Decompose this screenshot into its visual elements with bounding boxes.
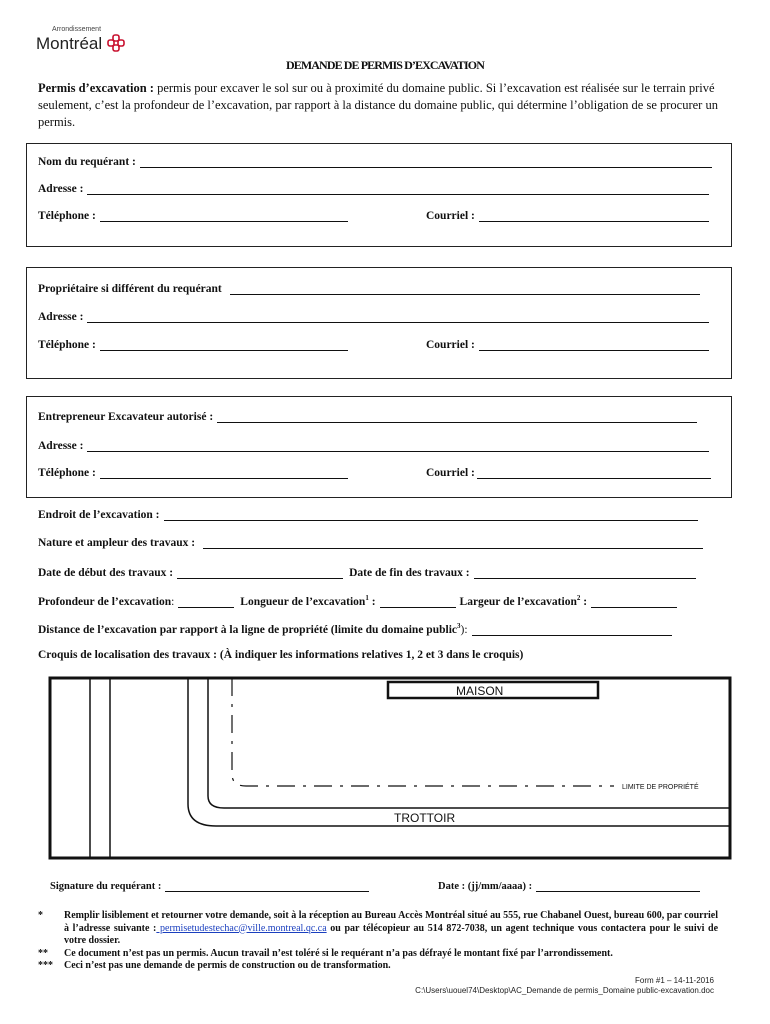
date-label: Date : (jj/mm/aaaa) :: [438, 881, 533, 892]
owner-email-row: [426, 339, 709, 351]
applicant-phone-label: Téléphone :: [38, 210, 96, 222]
applicant-name-label: Nom du requérant :: [38, 156, 136, 168]
contractor-email-field[interactable]: [477, 467, 711, 479]
owner-address-label: Adresse :: [38, 311, 84, 323]
intro-text: permis pour excaver le sol sur ou à proximité du domaine public. Si l’excavation est réalisée sur le terrain privé seulement, c’est la profondeur de l’excavation, par rapport à la distance du domaine public, qui détermine l’obligation de se procurer un permis.: [38, 81, 718, 129]
applicant-email-field[interactable]: [479, 210, 709, 222]
notes: [38, 910, 718, 973]
owner-name-label: Propriétaire si différent du requérant: [38, 283, 222, 295]
start-date-field[interactable]: [177, 567, 343, 579]
depth-field[interactable]: [178, 596, 234, 608]
note-3: [38, 960, 718, 973]
distance-label-end: ):: [460, 623, 468, 636]
dates-row: [38, 567, 696, 579]
logo-wordmark: Montréal: [36, 34, 103, 53]
contractor-phone-row: [38, 467, 348, 479]
contractor-name-row: [38, 411, 697, 423]
file-path: C:\Users\uouel74\Desktop\AC_Demande de permis_Domaine public-excavation.doc: [415, 986, 714, 995]
distance-row: [38, 622, 672, 636]
contractor-phone-field[interactable]: [100, 467, 348, 479]
site-sketch[interactable]: [46, 674, 736, 864]
sidewalk-label: TROTTOIR: [394, 811, 456, 825]
owner-phone-field[interactable]: [100, 339, 348, 351]
date-row: [438, 880, 700, 892]
end-date-label: Date de fin des travaux :: [349, 567, 470, 579]
length-footnote: 1: [365, 594, 369, 602]
sketch-instructions: [38, 649, 523, 661]
location-row: [38, 509, 698, 521]
end-date-field[interactable]: [474, 567, 696, 579]
location-field[interactable]: [164, 509, 698, 521]
width-label: Largeur de l’excavation$^2$ :: [459, 594, 588, 608]
house-label: MAISON: [456, 684, 504, 698]
applicant-name-field[interactable]: [140, 156, 712, 168]
signature-row: [50, 880, 369, 892]
owner-name-field[interactable]: [230, 283, 700, 295]
applicant-phone-field[interactable]: [100, 210, 348, 222]
length-label-text: Longueur de l’excavation: [240, 595, 366, 608]
owner-name-row: [38, 283, 700, 295]
contractor-name-label: Entrepreneur Excavateur autorisé :: [38, 411, 214, 423]
distance-field[interactable]: [472, 624, 672, 636]
nature-field[interactable]: [203, 537, 703, 549]
applicant-address-field[interactable]: [87, 183, 709, 195]
intro-paragraph: [38, 80, 728, 131]
owner-email-label: Courriel :: [426, 339, 475, 351]
signature-label: Signature du requérant :: [50, 881, 162, 892]
nature-label: Nature et ampleur des travaux :: [38, 537, 196, 549]
applicant-phone-row: [38, 210, 348, 222]
length-field[interactable]: [380, 596, 456, 608]
location-label: Endroit de l’excavation :: [38, 509, 160, 521]
page-title: DEMANDE DE PERMIS D’EXCAVATION: [285, 58, 485, 72]
montreal-logo: [36, 34, 125, 54]
applicant-email-row: [426, 210, 709, 222]
note-2-text: Ce document n’est pas un permis. Aucun travail n’est toléré si le requérant n’a pas défrayé le montant fixé par l’arrondissement.: [64, 947, 613, 959]
road-edge-outer: [188, 678, 730, 826]
nature-row: [38, 537, 703, 549]
owner-address-row: [38, 311, 709, 323]
applicant-address-label: Adresse :: [38, 183, 84, 195]
note-1-text-b: ou par télécopieur au 514 872-7038, un agent technique vous contactera pour le suivi de votre dossier.: [64, 922, 719, 946]
width-footnote: 2: [576, 594, 581, 602]
logo-subtitle: Arrondissement: [52, 26, 102, 33]
depth-label: Profondeur de l’excavation: [38, 595, 172, 608]
rosette-icon: [107, 34, 125, 52]
sketch-label: Croquis de localisation des travaux : (À indiquer les informations relatives 1, 2 et 3 dans le croquis): [38, 649, 524, 661]
contractor-address-row: [38, 440, 709, 452]
dimensions-row: [38, 594, 677, 608]
note-1-marker: *: [38, 910, 43, 921]
note-3-marker: ***: [38, 960, 53, 971]
email-link[interactable]: permisetudestechac@ville.montreal.qc.ca: [156, 922, 327, 934]
owner-phone-row: [38, 339, 348, 351]
applicant-email-label: Courriel :: [426, 210, 475, 222]
property-limit-label: LIMITE DE PROPRIÉTÉ: [622, 784, 699, 791]
note-1-text: [64, 910, 718, 948]
contractor-address-label: Adresse :: [38, 440, 84, 452]
width-label-text: Largeur de l’excavation: [459, 595, 577, 608]
note-2-marker: **: [38, 947, 48, 959]
contractor-address-field[interactable]: [87, 440, 709, 452]
distance-label: [38, 622, 468, 636]
date-field[interactable]: [536, 880, 700, 892]
note-2: [38, 948, 718, 961]
contractor-name-field[interactable]: [217, 411, 697, 423]
note-1-text-a: Remplir lisiblement et retourner votre demande, soit à la réception au Bureau Accès Montréal situé au 555, rue Chabanel Ouest, bureau 600, par courriel à l’adresse suivante :: [64, 910, 718, 934]
owner-address-field[interactable]: [87, 311, 709, 323]
width-field[interactable]: [591, 596, 677, 608]
start-date-label: Date de début des travaux :: [38, 567, 174, 579]
note-3-text: Ceci n’est pas une demande de permis de construction ou de transformation.: [64, 960, 391, 971]
contractor-email-row: [426, 467, 711, 479]
owner-email-field[interactable]: [479, 339, 709, 351]
form-number: Form #1 – 14-11-2016: [634, 976, 714, 985]
applicant-name-row: [38, 156, 712, 168]
intro-term: Permis d’excavation :: [38, 81, 154, 95]
applicant-address-row: [38, 183, 709, 195]
length-label: Longueur de l’excavation$^1$ :: [240, 594, 376, 608]
signature-field[interactable]: [165, 880, 369, 892]
contractor-email-label: Courriel :: [426, 467, 475, 479]
distance-label-text: Distance de l’excavation par rapport à la ligne de propriété (limite du domaine public: [38, 623, 457, 636]
note-1: [38, 910, 718, 948]
owner-phone-label: Téléphone :: [38, 339, 96, 351]
depth-colon: :: [171, 595, 175, 608]
distance-footnote: 3: [457, 622, 461, 630]
contractor-phone-label: Téléphone :: [38, 467, 96, 479]
